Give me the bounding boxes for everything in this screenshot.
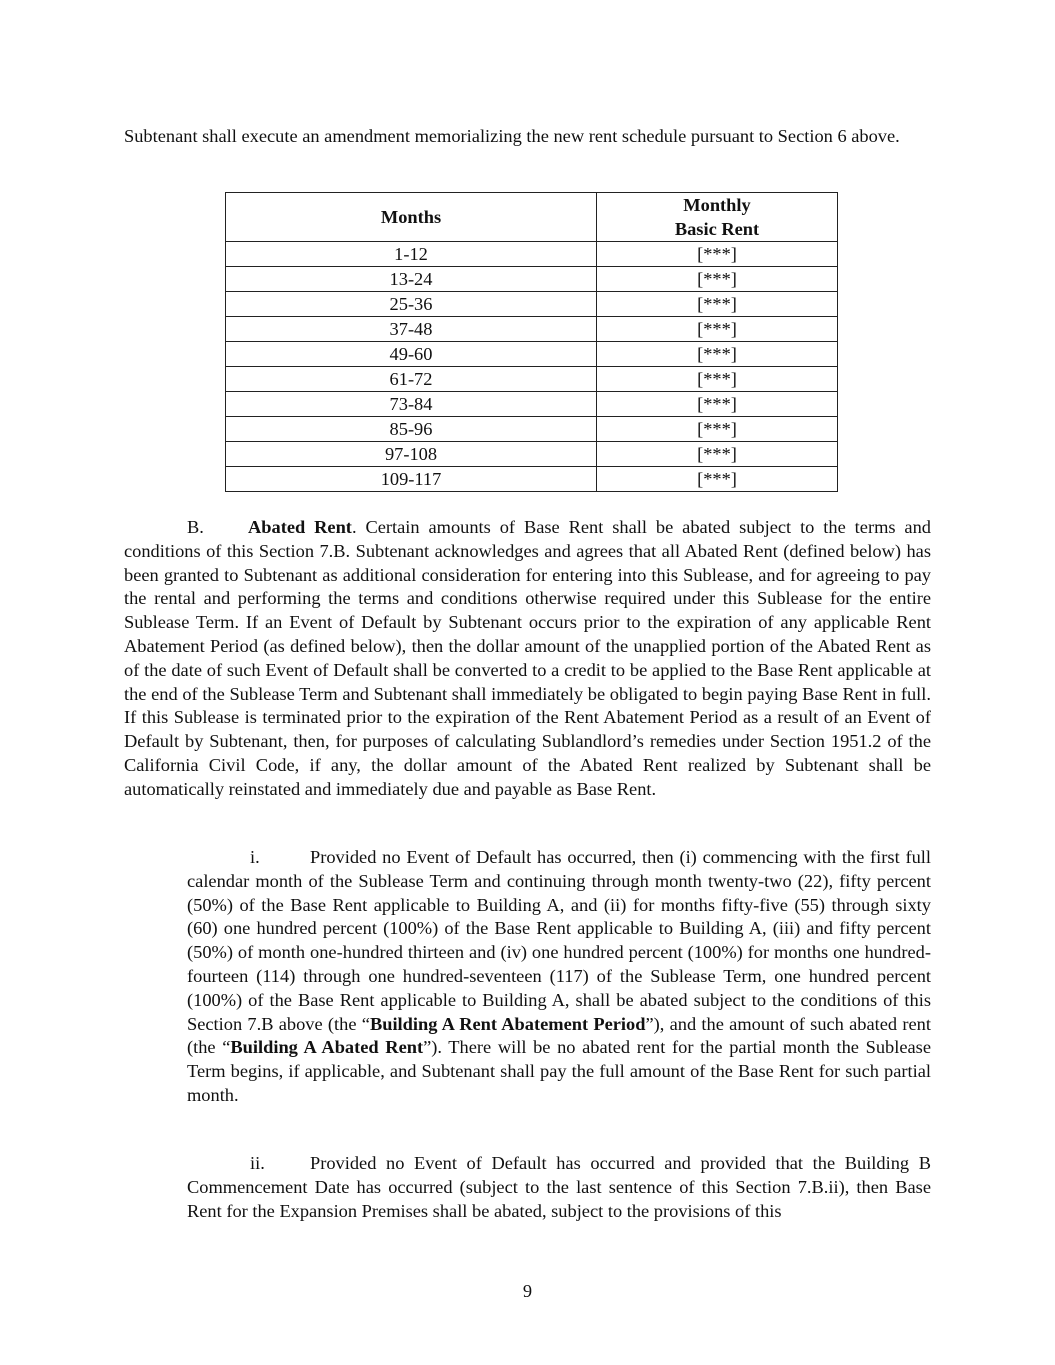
table-row bbox=[226, 367, 838, 392]
months-cell: 109-117 bbox=[226, 467, 597, 492]
rent-cell: [***] bbox=[597, 367, 838, 392]
months-cell: 37-48 bbox=[226, 317, 597, 342]
rent-cell: [***] bbox=[597, 442, 838, 467]
rent-cell: [***] bbox=[597, 417, 838, 442]
rent-cell: [***] bbox=[597, 267, 838, 292]
months-cell: 61-72 bbox=[226, 367, 597, 392]
table-row bbox=[226, 417, 838, 442]
rent-cell: [***] bbox=[597, 242, 838, 267]
rent-cell: [***] bbox=[597, 392, 838, 417]
table-row bbox=[226, 267, 838, 292]
months-cell: 85-96 bbox=[226, 417, 597, 442]
defined-term: Building A Abated Rent bbox=[230, 1037, 424, 1058]
months-cell: 73-84 bbox=[226, 392, 597, 417]
table-row bbox=[226, 292, 838, 317]
subsection-i-label: i. bbox=[250, 847, 260, 867]
page-number: 9 bbox=[522, 1281, 533, 1301]
defined-term: Building A Rent Abatement Period bbox=[369, 1013, 646, 1034]
rent-cell: [***] bbox=[597, 292, 838, 317]
table-row bbox=[226, 242, 838, 267]
section-b-label: B. bbox=[187, 517, 204, 537]
months-cell: 97-108 bbox=[226, 442, 597, 467]
table-header-row bbox=[226, 193, 838, 242]
subsection-ii-paragraph: ii. Provided no Event of Default has occurred and provided that the Building B Commencement Date has occurred (subject to the last sentence of this Section 7.B.ii), then Base Rent for the Expansion Premises shall be abated, subject to the provisions of this bbox=[187, 1153, 931, 1221]
table-row bbox=[226, 317, 838, 342]
table-row bbox=[226, 467, 838, 492]
months-cell: 25-36 bbox=[226, 292, 597, 317]
section-b-heading: Abated Rent bbox=[248, 517, 352, 537]
intro-paragraph: Subtenant shall execute an amendment memorializing the new rent schedule pursuant to Section 6 above. bbox=[124, 126, 900, 146]
table-row bbox=[226, 442, 838, 467]
rent-cell: [***] bbox=[597, 467, 838, 492]
subsection-ii-label: ii. bbox=[250, 1153, 265, 1173]
months-cell: 13-24 bbox=[226, 267, 597, 292]
rent-cell: [***] bbox=[597, 317, 838, 342]
subsection-i-paragraph: i. Provided no Event of Default has occurred, then (i) commencing with the first full calendar month of the Sublease Term and continuing through month twenty-two (22), fifty percent (50%) of the Base Rent applicable to Building A, and (ii) for months fifty-five (55) through sixty (60) one hundred percent (100%) of the Base Rent applicable to Building A, (iii) and fifty percent (50%) of month one-hundred thirteen and (iv) one hundred percent (100%) for months one hundred-fourteen (114) through one hundred-seventeen (117) of the Sublease Term, one hundred percent (100%) of the Base Rent applicable to Building A, shall be abated subject to the conditions of this Section 7.B above (the “Building A Rent Abatement Period”), and the amount of such abated rent (the “Building A Abated Rent”). There will be no abated rent for the partial month the Sublease Term begins, if applicable, and Subtenant shall pay the full amount of the Base Rent for such partial month. bbox=[187, 847, 931, 1105]
rent-cell: [***] bbox=[597, 342, 838, 367]
table-row bbox=[226, 392, 838, 417]
months-column-header: Months bbox=[226, 193, 597, 242]
monthly-basic-rent-column-header: Monthly Basic Rent bbox=[597, 193, 838, 242]
rent-schedule-table bbox=[225, 192, 838, 492]
table-row bbox=[226, 342, 838, 367]
months-cell: 1-12 bbox=[226, 242, 597, 267]
months-cell: 49-60 bbox=[226, 342, 597, 367]
section-b-paragraph: B. Abated Rent. Certain amounts of Base Rent shall be abated subject to the terms and conditions of this Section 7.B. Subtenant acknowledges and agrees that all Abated Rent (defined below) has been granted to Subtenant as additional consideration for entering into this Sublease, and for agreeing to pay the rental and performing the terms and conditions otherwise required under this Sublease for the entire Sublease Term. If an Event of Default by Subtenant occurs prior to the expiration of any applicable Rent Abatement Period (as defined below), then the dollar amount of the unapplied portion of the Abated Rent as of the date of such Event of Default shall be converted to a credit to be applied to the Base Rent applicable at the end of the Sublease Term and Subtenant shall immediately be obligated to begin paying Base Rent in full. If this Sublease is terminated prior to the expiration of the Rent Abatement Period as a result of an Event of Default by Subtenant, then, for purposes of calculating Sublandlord’s remedies under Section 1951.2 of the California Civil Code, if any, the dollar amount of the Abated Rent realized by Subtenant shall be automatically reinstated and immediately due and payable as Base Rent. bbox=[124, 517, 931, 799]
